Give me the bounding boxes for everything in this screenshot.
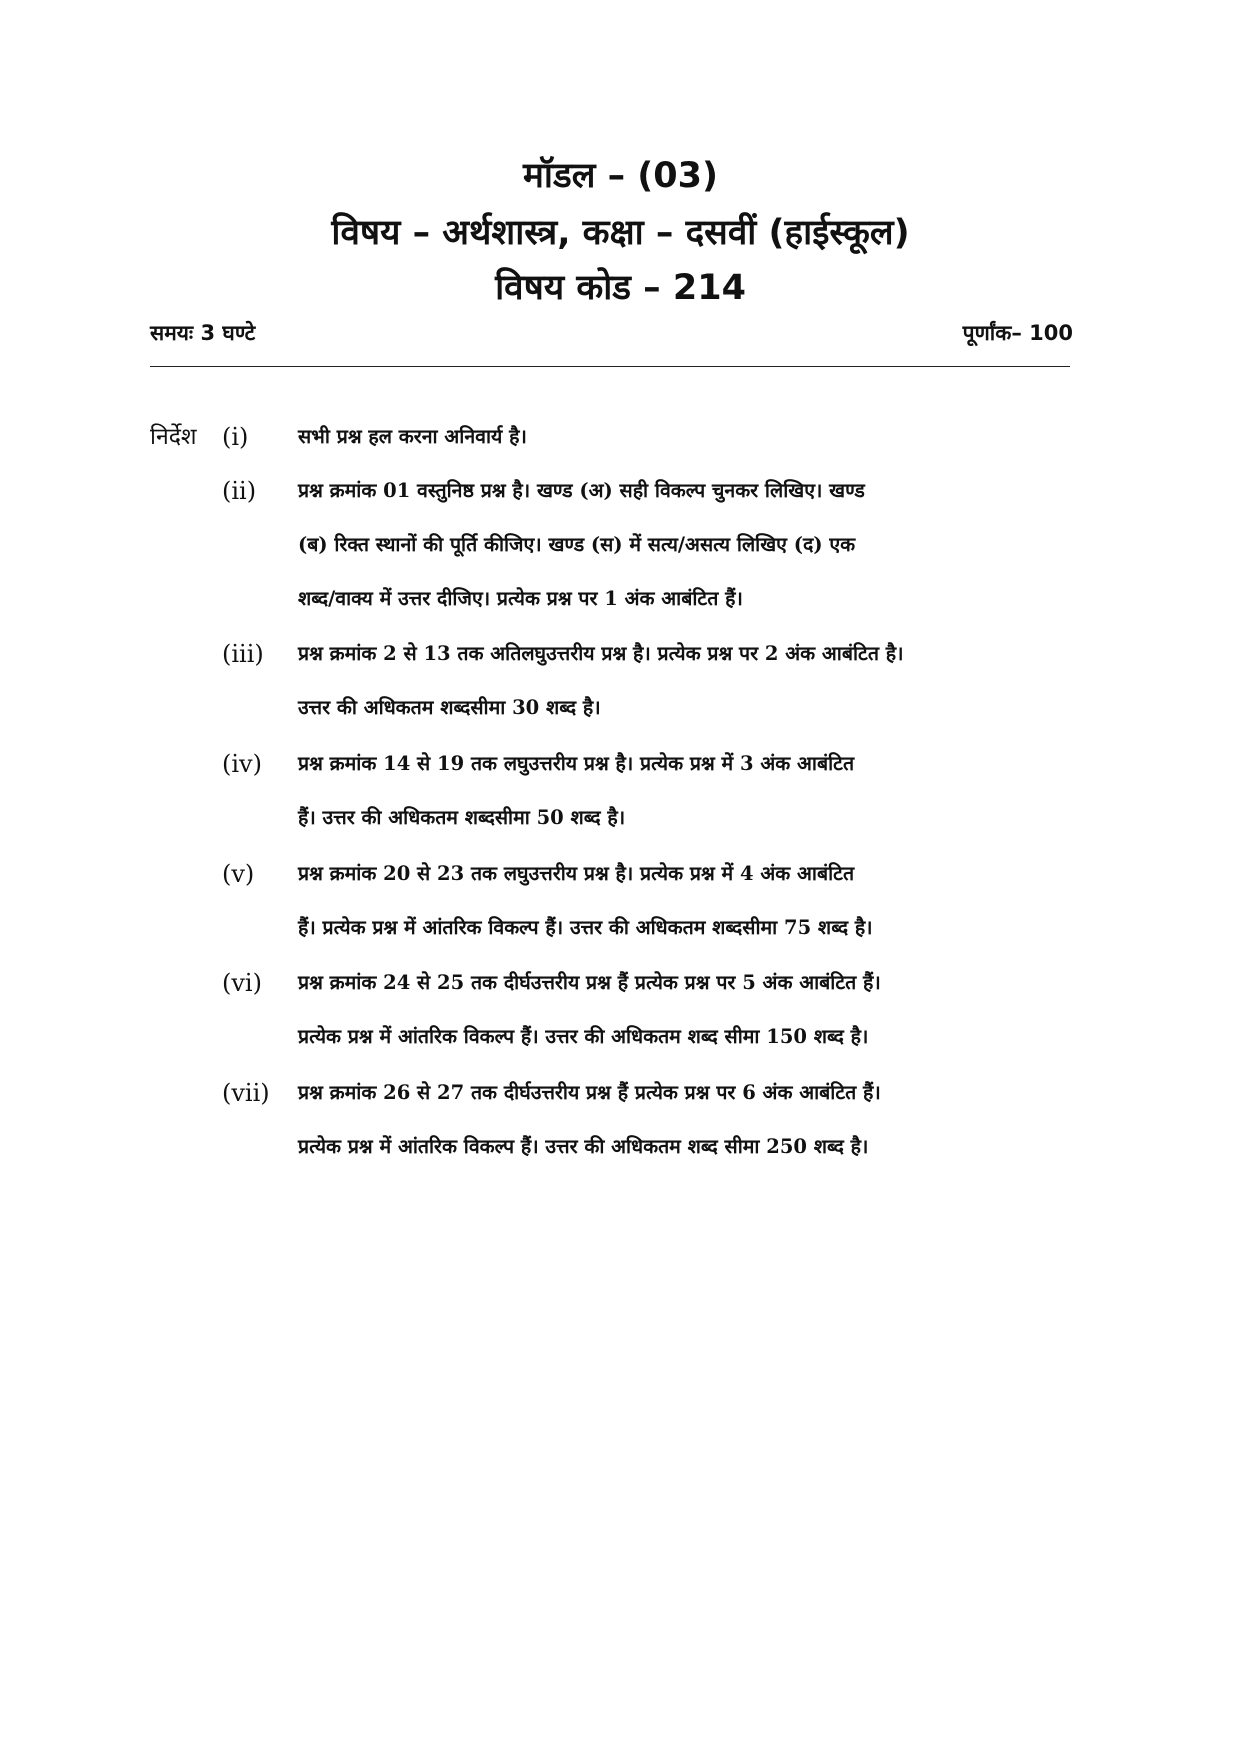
instruction-text: प्रत्येक प्रश्न में आंतरिक विकल्प हैं। उत्तर की अधिकतम शब्द सीमा 150 शब्द है। xyxy=(298,1025,869,1048)
instruction-number: (i) xyxy=(222,423,249,451)
instruction-number: (v) xyxy=(222,860,255,888)
instruction-number: (ii) xyxy=(222,477,257,505)
instruction-text: प्रश्न क्रमांक 20 से 23 तक लघुउत्तरीय प्रश्न है। प्रत्येक प्रश्न में 4 अंक आबंटित xyxy=(298,862,855,885)
instruction-text: हैं। प्रत्येक प्रश्न में आंतरिक विकल्प हैं। उत्तर की अधिकतम शब्दसीमा 75 शब्द है। xyxy=(298,916,873,939)
instruction-number: (vi) xyxy=(222,969,262,997)
instruction-text: प्रश्न क्रमांक 14 से 19 तक लघुउत्तरीय प्रश्न है। प्रत्येक प्रश्न में 3 अंक आबंटित xyxy=(298,752,855,775)
instruction-text: उत्तर की अधिकतम शब्दसीमा 30 शब्द है। xyxy=(298,696,601,719)
paper-title: मॉडल – (03) xyxy=(522,156,719,196)
instruction-number: (iv) xyxy=(222,750,262,778)
instruction-number: (iii) xyxy=(222,640,264,668)
subject-heading: विषय – अर्थशास्त्र, कक्षा – दसवीं (हाईस्कूल) xyxy=(331,213,910,253)
instruction-text: प्रत्येक प्रश्न में आंतरिक विकल्प हैं। उत्तर की अधिकतम शब्द सीमा 250 शब्द है। xyxy=(298,1135,869,1158)
instruction-text: शब्द/वाक्य में उत्तर दीजिए। प्रत्येक प्रश्न पर 1 अंक आबंटित हैं। xyxy=(298,587,743,610)
instruction-text: (ब) रिक्त स्थानों की पूर्ति कीजिए। खण्ड (स) में सत्य/असत्य लिखिए (द) एक xyxy=(298,533,856,556)
instruction-text: प्रश्न क्रमांक 2 से 13 तक अतिलघुउत्तरीय प्रश्न है। प्रत्येक प्रश्न पर 2 अंक आबंटित है। xyxy=(298,642,904,665)
instruction-number: (vii) xyxy=(222,1079,270,1107)
instruction-text: प्रश्न क्रमांक 01 वस्तुनिष्ठ प्रश्न है। खण्ड (अ) सही विकल्प चुनकर लिखिए। खण्ड xyxy=(298,479,865,502)
instruction-text: हैं। उत्तर की अधिकतम शब्दसीमा 50 शब्द है। xyxy=(298,806,626,829)
instruction-text: प्रश्न क्रमांक 24 से 25 तक दीर्घउत्तरीय प्रश्न हैं प्रत्येक प्रश्न पर 5 अंक आबंटित हैं। xyxy=(298,971,881,994)
subject-code: विषय कोड – 214 xyxy=(495,268,746,308)
maximum-marks: पूर्णांक– 100 xyxy=(962,321,1073,345)
instruction-text: प्रश्न क्रमांक 26 से 27 तक दीर्घउत्तरीय प्रश्न हैं प्रत्येक प्रश्न पर 6 अंक आबंटित हैं। xyxy=(298,1081,881,1104)
directions-label: निर्देश xyxy=(150,424,197,450)
instruction-text: सभी प्रश्न हल करना अनिवार्य है। xyxy=(298,425,527,448)
time-allowed: समयः 3 घण्टे xyxy=(150,321,256,345)
